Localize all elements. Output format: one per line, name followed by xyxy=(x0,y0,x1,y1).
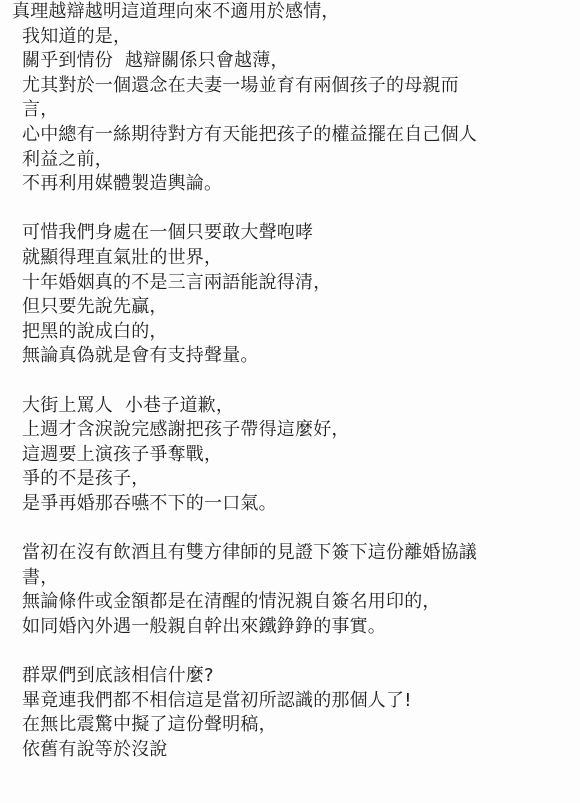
text-line: 畢竟連我們都不相信這是當初所認識的那個人了! xyxy=(22,689,412,711)
paragraph-2 xyxy=(22,221,562,369)
statement-text xyxy=(12,0,562,787)
text-line: 可惜我們身處在一個只要敢大聲咆哮 xyxy=(22,222,314,244)
text-line: 這週要上演孩子爭奪戰， xyxy=(22,443,223,465)
text-line: 言， xyxy=(22,99,59,121)
paragraph-4 xyxy=(22,541,562,639)
text-line: 依舊有說等於沒說 xyxy=(22,738,168,760)
text-line: 無論條件或金額都是在清醒的情況親自簽名用印的， xyxy=(22,591,441,613)
text-line: 群眾們到底該相信什麼? xyxy=(22,665,214,687)
text-line: 在無比震驚中擬了這份聲明稿， xyxy=(22,714,277,736)
text-line: 把黑的說成白的， xyxy=(22,320,168,342)
text-line: 是爭再婚那吞嚥不下的一口氣。 xyxy=(22,492,277,514)
text-line: 爭的不是孩子， xyxy=(22,468,150,490)
paragraph-1 xyxy=(12,0,562,197)
text-line: 但只要先說先贏， xyxy=(22,296,168,318)
text-line: 心中總有一絲期待對方有天能把孩子的權益擺在自己個人 xyxy=(22,123,477,145)
text-line: 就顯得理直氣壯的世界， xyxy=(22,246,223,268)
text-line: 尤其對於一個還念在夫妻一場並育有兩個孩子的母親而 xyxy=(22,74,459,96)
paragraph-5 xyxy=(22,664,562,762)
text-line: 上週才含淚說完感謝把孩子帶得這麼好， xyxy=(22,419,350,441)
text-line: 如同婚內外遇一般親自幹出來鐵錚錚的事實。 xyxy=(22,615,386,637)
text-line: 利益之前， xyxy=(22,148,113,170)
text-line: 無論真偽就是會有支持聲量。 xyxy=(22,345,259,367)
text-line: 我知道的是， xyxy=(22,25,132,47)
text-line: 真理越辯越明這道理向來不適用於感情， xyxy=(12,1,340,22)
text-line: 書， xyxy=(22,566,59,588)
text-line: 當初在沒有飲酒且有雙方律師的見證下簽下這份離婚協議 xyxy=(22,542,477,564)
text-line: 不再利用媒體製造輿論。 xyxy=(22,173,223,195)
text-line: 關乎到情份 越辯關係只會越薄， xyxy=(22,50,289,72)
text-line: 十年婚姻真的不是三言兩語能說得清， xyxy=(22,271,332,293)
paragraph-3 xyxy=(22,394,562,517)
text-line: 大街上罵人 小巷子道歉， xyxy=(22,394,235,416)
